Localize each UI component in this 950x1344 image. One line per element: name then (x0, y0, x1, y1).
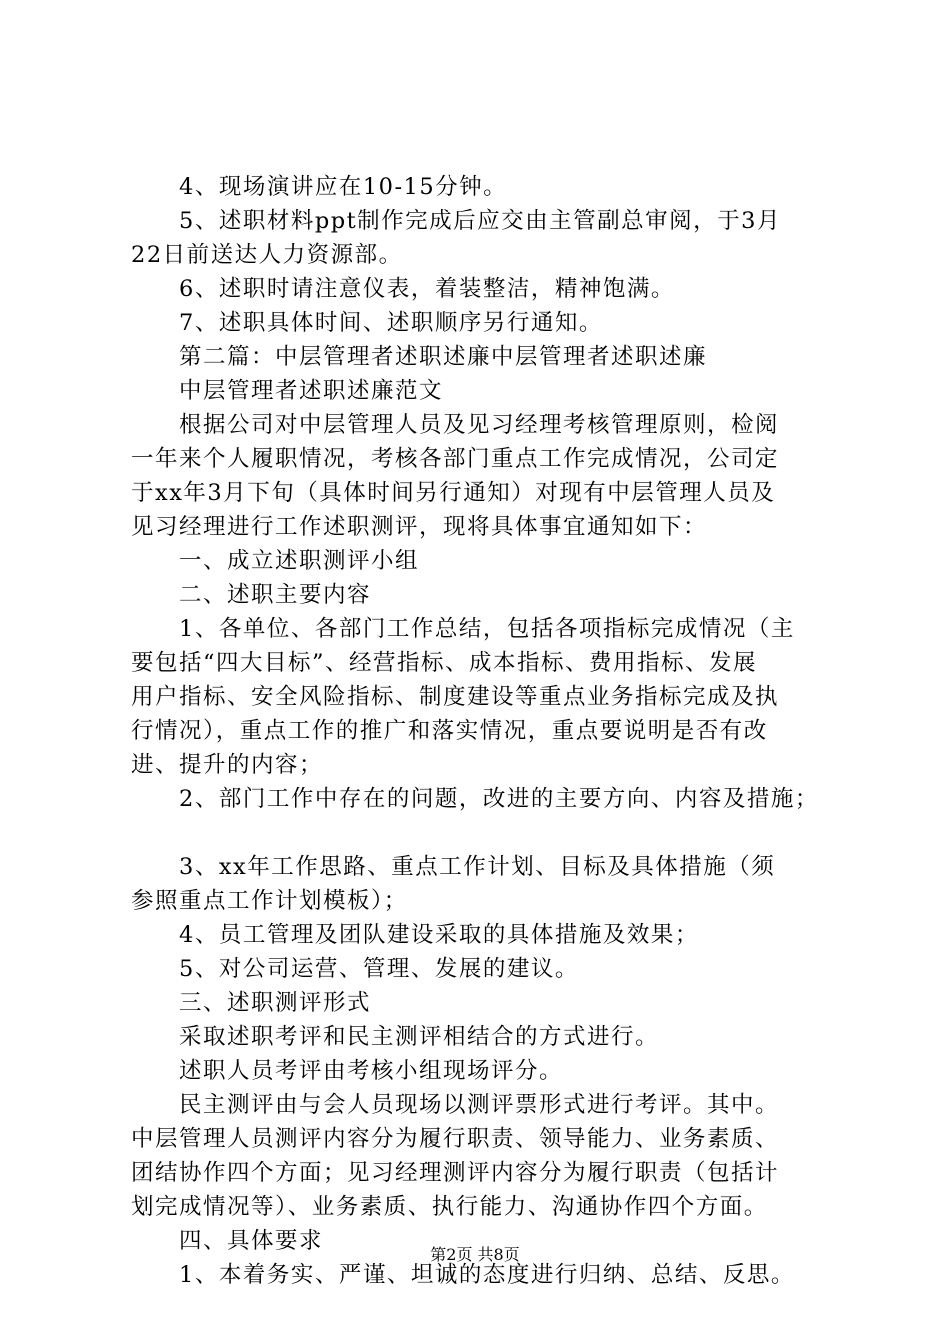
list-heading: 四、具体要求 (179, 1228, 324, 1254)
paragraph-line: 4、现场演讲应在10-15分钟。 (179, 174, 508, 200)
paragraph-line: 一年来个人履职情况，考核各部门重点工作完成情况，公司定 (131, 446, 780, 472)
section-subheading: 中层管理者述职述廉范文 (179, 378, 444, 404)
paragraph-line: 民主测评由与会人员现场以测评票形式进行考评。其中。 (179, 1092, 780, 1118)
paragraph-line: 根据公司对中层管理人员及见习经理考核管理原则，检阅 (179, 412, 780, 438)
section-heading: 第二篇：中层管理者述职述廉中层管理者述职述廉 (179, 344, 708, 370)
paragraph-line: 7、述职具体时间、述职顺序另行通知。 (179, 310, 603, 336)
paragraph-line: 1、各单位、各部门工作总结，包括各项指标完成情况（主 (179, 616, 795, 642)
paragraph-line: 参照重点工作计划模板）； (131, 888, 408, 914)
paragraph-line: 行情况），重点工作的推广和落实情况，重点要说明是否有改 (131, 718, 768, 744)
paragraph-line: 5、对公司运营、管理、发展的建议。 (179, 956, 579, 982)
paragraph-line: 4、员工管理及团队建设采取的具体措施及效果； (179, 922, 699, 948)
paragraph-line: 团结协作四个方面；见习经理测评内容分为履行职责（包括计 (131, 1160, 780, 1186)
paragraph-line: 3、xx年工作思路、重点工作计划、目标及具体措施（须 (179, 854, 776, 880)
paragraph-line: 1、本着务实、严谨、坦诚的态度进行归纳、总结、反思。 (179, 1262, 795, 1288)
paragraph-line: 2、部门工作中存在的问题，改进的主要方向、内容及措施； (179, 786, 819, 812)
paragraph-line: 用户指标、安全风险指标、制度建设等重点业务指标完成及执 (131, 684, 780, 710)
paragraph-line: 中层管理人员测评内容分为履行职责、领导能力、业务素质、 (131, 1126, 780, 1152)
paragraph-line: 要包括“四大目标”、经营指标、成本指标、费用指标、发展 (131, 650, 758, 676)
paragraph-line: 划完成情况等）、业务素质、执行能力、沟通协作四个方面。 (131, 1194, 768, 1220)
paragraph-line: 于xx年3月下旬（具体时间另行通知）对现有中层管理人员及 (131, 480, 776, 506)
paragraph-line: 5、述职材料ppt制作完成后应交由主管副总审阅，于3月 (179, 208, 781, 234)
document-body (131, 170, 836, 1292)
page-number-footer: 第2页 共8页 (430, 1245, 520, 1264)
list-heading: 三、述职测评形式 (179, 990, 372, 1016)
blank-line (131, 816, 836, 850)
paragraph-line: 6、述职时请注意仪表，着装整洁，精神饱满。 (179, 276, 675, 302)
list-heading: 二、述职主要内容 (179, 582, 372, 608)
paragraph-line: 进、提升的内容； (131, 752, 324, 778)
list-heading: 一、成立述职测评小组 (179, 548, 420, 574)
paragraph-line: 22日前送达人力资源部。 (131, 242, 403, 268)
paragraph-line: 见习经理进行工作述职测评，现将具体事宜通知如下： (131, 514, 708, 540)
paragraph-line: 采取述职考评和民主测评相结合的方式进行。 (179, 1024, 660, 1050)
paragraph-line: 述职人员考评由考核小组现场评分。 (179, 1058, 564, 1084)
